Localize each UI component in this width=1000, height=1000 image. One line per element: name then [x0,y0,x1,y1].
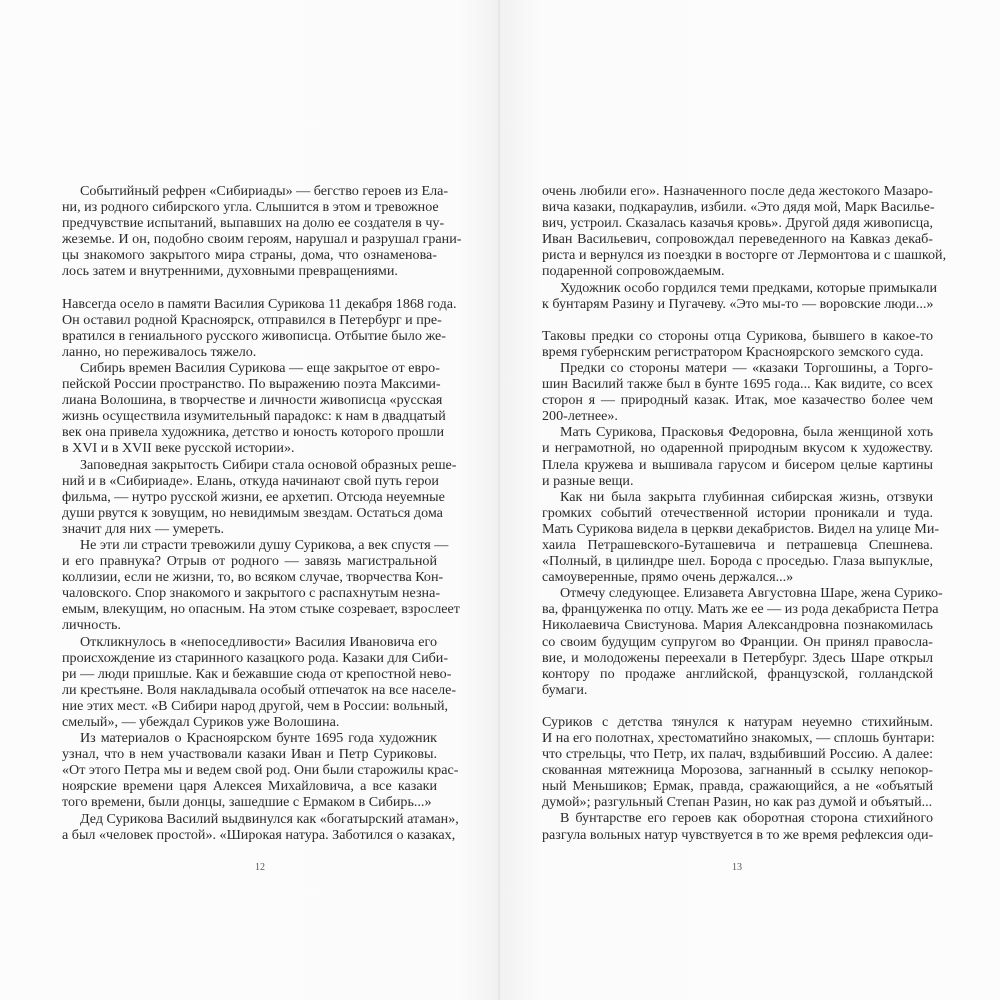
text-line: личность. [62,617,121,634]
text-line: Мать Сурикова, Прасковья Федоровна, была женщиной хоть [560,424,933,441]
text-line: шин Василий также был в бунте 1695 года... Как видите, со всех [542,376,933,393]
text-line: Сибирь времен Василия Сурикова — еще закрытое от евро- [80,359,440,376]
text-line: Николаевича Свистунова. Мария Александровна познакомилась [542,617,933,634]
text-line: что стрельцы, что Петр, их палач, вздыбивший Россию. А далее: [542,746,933,763]
text-line: ли крестьяне. Воля накладывала особый отпечаток на все населе- [62,681,457,698]
text-line: емым, влекущим, но опасным. На этом стыке созревает, взрослеет [62,601,460,618]
paragraph [62,536,460,634]
paragraph [542,279,937,312]
paragraph [542,183,947,280]
text-line: ни, из родного сибирского угла. Слышится в этом и тревожное [62,199,439,216]
text-line: Он оставил родной Красноярск, отправился в Петербург и пре- [62,311,442,328]
text-line: громких событий отечественной истории проникали и туда. [542,504,933,521]
text-line: Таковы предки со стороны отца Сурикова, бывшего в какое-то [542,327,933,344]
text-line: Художник особо гордился теми предками, которые примыкали [560,279,937,296]
text-line: вич, устроил. Сказалась казачья кровь». Другой дядя живописца, [542,215,933,232]
text-line: риста и вернулся из поездки в восторге от Лермонтова и с шашкой, [542,247,947,264]
text-line: время губернским регистратором Красноярского земского суда. [542,343,924,360]
text-line: цы знакомого закрытого мира страны, дома, что ознаменова- [62,247,437,264]
text-line: В бунтарстве его героев как оборотная сторона стихийного [560,810,933,827]
text-line: ноярские времени царя Алексея Михайловича, а все казаки [62,778,437,795]
text-line: фильма, — нутро русской жизни, ее архетип. Отсюда неуемные [62,488,445,505]
text-line: И на его полотнах, хрестоматийно знакомых, — сплошь бунтари: [542,730,935,746]
text-line: Отмечу следующее. Елизавета Августовна Шаре, жена Сурико- [560,585,943,602]
text-line: Предки со стороны матери — «казаки Торгошины, а Торго- [560,359,933,376]
paragraph [62,456,457,537]
text-line: Дед Сурикова Василий выдвинулся как «богатырский атаман», [80,810,459,827]
text-line: коллизии, если не жизни, то, во всяком случае, творчества Кон- [62,569,444,586]
text-line: души рвутся к зовущим, но невидимым звездам. Остаться дома [62,504,443,521]
text-line: смелый», — убеждал Суриков уже Волошина. [62,714,340,730]
text-line: подаренной сопровождаемым. [542,263,725,280]
paragraph [62,810,459,843]
text-line: век она привела художника, детство и юность которого прошли [62,424,445,441]
text-line: ри — люди пришлые. Как и бежавшие сюда от крепостной нево- [62,665,452,682]
text-line: Как ни была закрыта глубинная сибирская жизнь, отзвуки [560,488,933,505]
text-line: думой»; разгульный Степан Разин, но как раз думой и объятый... [542,794,933,811]
text-line: лось затем и внутренними, духовными превращениями. [62,263,398,280]
text-line: бумаги. [542,681,588,698]
text-line: ный Меньшиков; Ермак, правда, сражающийся, а не «объятый [542,778,933,795]
text-line: Плела кружева и вышивала гарусом и бисером целые картины [542,456,933,473]
text-line: Событийный рефрен «Сибириады» — бегство героев из Ела- [80,183,449,199]
text-line: Мать Сурикова видела в церкви декабристов. Видел на улице Ми- [542,520,940,537]
text-line: и его правнука? Отрыв от родного — завязь магистральной [62,553,437,570]
paragraph [62,295,457,360]
paragraph [542,424,933,488]
text-line: ний и в «Сибириаде». Елань, откуда начинают свой путь герои [62,472,439,489]
text-line: и неграмотной, но одаренной природным вкусом к художеству. [542,440,933,457]
paragraph [542,328,933,360]
paragraph [542,360,933,424]
text-line: лиана Волошина, в творчестве и личности живописца «русская [62,392,443,409]
text-line: со своим будущим супругом во Франции. Он принял правосла- [542,633,933,650]
text-line: и разные вещи. [542,472,634,489]
right-page-text [542,183,947,843]
text-line: скованная мятежница Морозова, загнанный в ссылку непокор- [542,762,933,779]
text-line: Не эти ли страсти тревожили душу Сурикова, а век спустя — [80,536,449,553]
paragraph [542,810,933,842]
text-line: пейской России пространство. По выражению поэта Максими- [62,376,441,393]
text-line: Суриков с детства тянулся к натурам неуемно стихийным. [542,713,933,730]
text-line: «От этого Петра мы и ведем свой род. Они были старожилы крас- [62,762,459,779]
text-line: Заповедная закрытость Сибири стала основой образных реше- [80,456,457,473]
text-line: происхождение из старинного казацкого рода. Казаки для Сиби- [62,649,449,666]
text-line: 200-летнее». [542,408,618,425]
text-line: ва, француженка по отцу. Мать же ее — из рода декабриста Петра [542,601,939,618]
text-line: чаловского. Спор знакомого и закрытого с распахнутым незна- [62,585,441,602]
text-line: к бунтарям Разину и Пугачеву. «Это мы-то — воровские люди...» [542,295,934,312]
paragraph [542,585,943,698]
paragraph [62,633,457,731]
text-line: Иван Васильевич, сопровождал переведенного на Кавказ декаб- [542,231,933,248]
text-line: а был «человек простой». «Широкая натура. Заботился о казаках, [62,826,456,843]
page-number-left: 12 [255,862,265,873]
paragraph [542,714,933,811]
paragraph [62,183,462,280]
text-line: жизнь осуществила изумительный парадокс: к нам в двадцатый [62,408,446,425]
text-line: контору по продаже английской, французской, голландской [542,665,933,682]
text-line: Из материалов о Красноярском бунте 1695 года художник [80,730,437,747]
text-line: вратился в гениального русского живописца. Отбытие было же- [62,327,446,344]
text-line: предчувствие испытаний, выпавших на долю ее создателя в чу- [62,215,445,232]
paragraph [542,488,940,586]
text-line: вича казаки, подкараулив, избили. «Это дядя мой, Марк Василье- [542,199,935,216]
text-line: очень любили его». Назначенного после деда жестокого Мазаро- [542,183,933,199]
left-page-text [62,183,462,843]
text-line: «Полный, в цилиндре шел. Борода с проседью. Глаза выпуклые, [542,553,933,570]
text-line: хаила Петрашевского-Буташевича и петрашевца Спешнева. [542,536,933,553]
text-line: ние этих мест. «В Сибири народ другой, чем в России: вольный, [62,697,449,714]
text-line: вие, и молодожены переехали в Петербург. Здесь Шаре открыл [542,649,933,666]
paragraph [62,359,446,457]
paragraph [62,730,459,811]
text-line: в XVI и в XVII веке русской истории». [62,440,295,457]
right-page [500,0,1000,1000]
text-line: самоуверенные, прямо очень держался...» [542,569,794,586]
text-line: разгула вольных натур чувствуется в то же время рефлексия оди- [542,826,934,843]
text-line: жеземье. И он, подобно своим героям, нарушал и разрушал грани- [62,231,462,248]
page-number-right: 13 [732,862,742,873]
text-line: узнал, что в нем участвовали казаки Иван и Петр Суриковы. [62,746,437,763]
text-line: ланно, но переживалось тяжело. [62,343,257,360]
text-line: Навсегда осело в памяти Василия Сурикова 11 декабря 1868 года. [62,295,457,312]
text-line: того времени, были донцы, зашедшие с Ермаком в Сибирь...» [62,794,432,811]
text-line: Откликнулось в «непоседливости» Василия Ивановича его [80,633,437,650]
text-line: значит для них — умереть. [62,520,225,537]
text-line: сторон я — природный казак. Итак, мое казачество более чем [542,392,933,409]
